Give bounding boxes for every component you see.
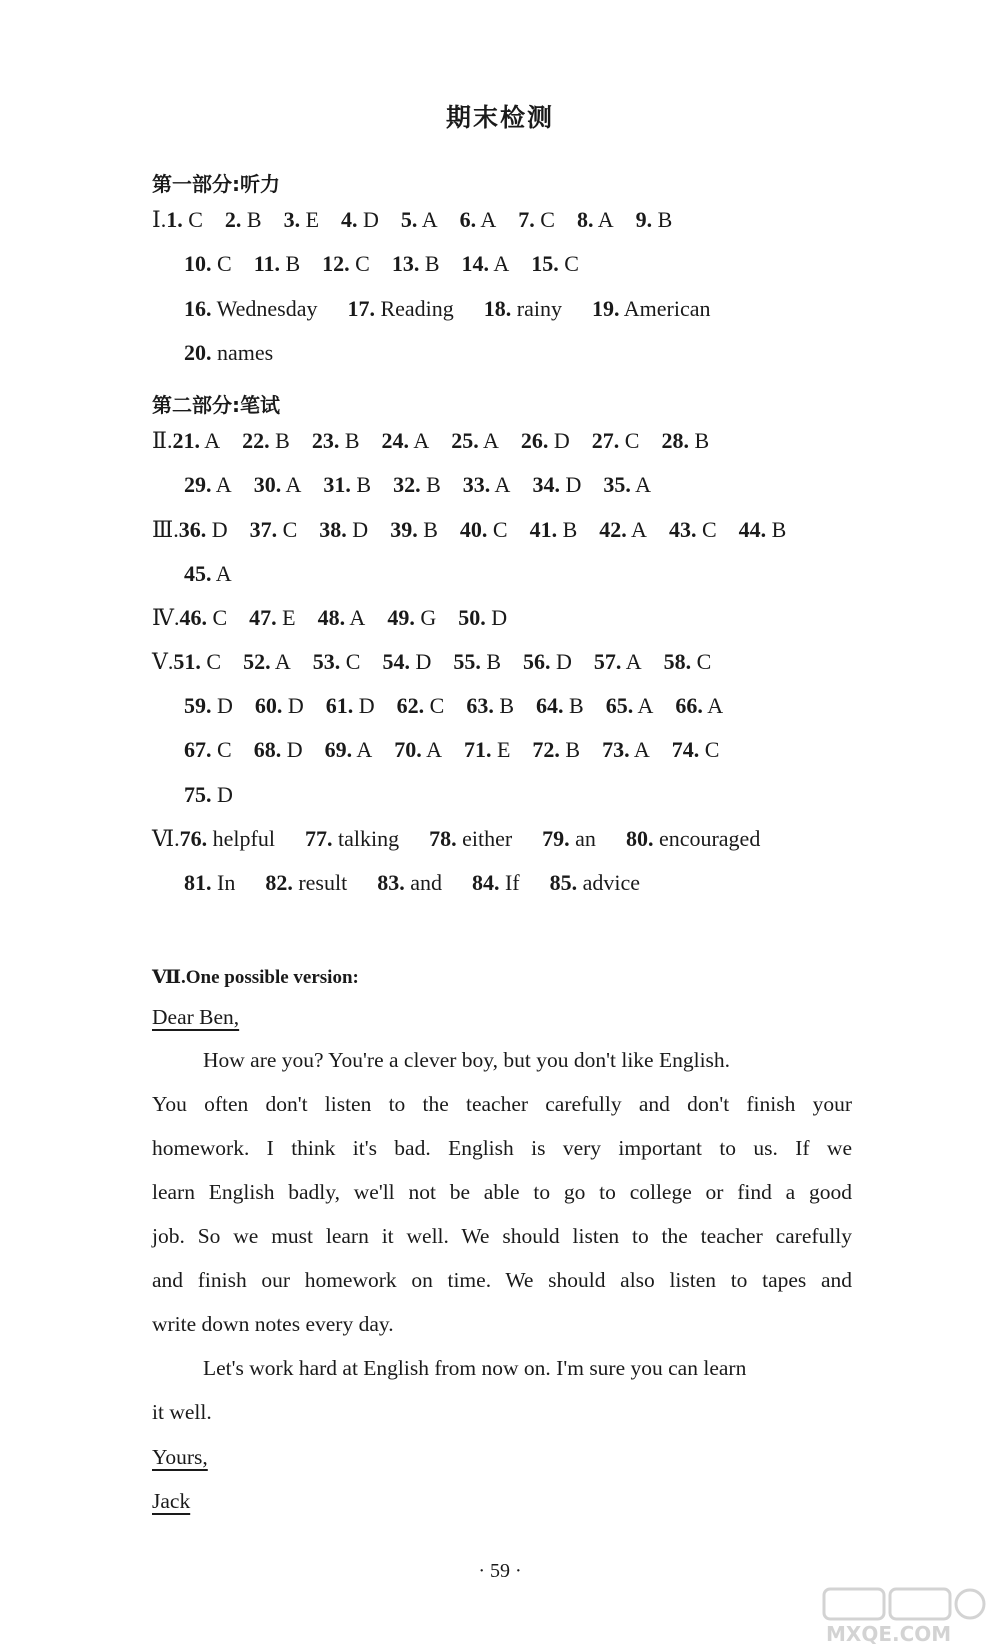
question-number: 70. [394, 737, 422, 762]
answer-item [250, 517, 298, 543]
watermark-text: MXQE.COM [826, 1622, 952, 1645]
answer-item [594, 649, 642, 675]
answer-item [521, 428, 570, 454]
question-number: 45. [184, 561, 212, 586]
answer-value: and [410, 870, 442, 895]
answer-item [603, 472, 651, 498]
answer-item [626, 826, 760, 852]
answer-item [532, 472, 581, 498]
answer-item [530, 517, 578, 543]
answer-value: D [358, 693, 375, 718]
question-number: 77. [304, 826, 333, 851]
answer-value: C [206, 649, 222, 674]
answer-item [255, 693, 304, 719]
answer-item [466, 693, 514, 719]
question-number: 18. [483, 296, 512, 321]
section-listening-heading: 第一部分:听力 [152, 172, 280, 196]
answer-value: A [480, 207, 497, 232]
letter-line-7: write down notes every day. [152, 1312, 394, 1336]
answer-value: A [215, 561, 232, 586]
question-number: 62. [396, 693, 425, 718]
answer-value: D [491, 605, 508, 630]
answer-value: American [623, 296, 711, 321]
question-number: 67. [184, 737, 212, 762]
question-number: 14. [461, 251, 490, 276]
answer-item [393, 472, 441, 498]
answer-value: D [556, 649, 572, 674]
letter-closing: Yours, [152, 1445, 208, 1469]
answer-item [523, 649, 572, 675]
answer-item [184, 251, 232, 277]
question-number: 38. [319, 517, 347, 542]
answer-value: D [352, 517, 369, 542]
answer-value: B [275, 428, 290, 453]
answer-item [532, 737, 580, 763]
answer-value: C [282, 517, 298, 542]
question-number: 63. [466, 693, 494, 718]
answer-item [460, 517, 508, 543]
answer-item [322, 251, 370, 277]
answer-value: A [274, 649, 291, 674]
question-number: 72. [532, 737, 560, 762]
question-number: 75. [184, 782, 212, 807]
answer-value: C [355, 251, 370, 276]
question-number: 55. [453, 649, 481, 674]
answer-row-3 [184, 296, 741, 322]
answer-row-5 [152, 428, 731, 454]
answer-value: If [504, 870, 520, 895]
answer-item [606, 693, 654, 719]
question-number: 30. [253, 472, 282, 497]
question-number: 69. [324, 737, 353, 762]
answer-value: helpful [212, 826, 275, 851]
group-numeral: Ⅱ. [152, 428, 173, 453]
answer-value: Wednesday [216, 296, 318, 321]
answer-value: B [562, 517, 578, 542]
answer-item [254, 251, 300, 277]
answer-item [179, 605, 227, 631]
answer-value: C [704, 737, 720, 762]
question-number: 64. [536, 693, 564, 718]
answer-item [397, 693, 445, 719]
answer-item [382, 649, 431, 675]
answer-item [312, 428, 360, 454]
question-number: 20. [184, 340, 212, 365]
answer-item [184, 737, 232, 763]
answer-item [460, 207, 497, 233]
question-number: 71. [463, 737, 492, 762]
answer-row-9 [152, 605, 529, 631]
letter-line-9: it well. [152, 1400, 212, 1424]
answer-value: an [575, 826, 596, 851]
question-number: 32. [393, 472, 421, 497]
question-number: 80. [625, 826, 654, 851]
question-number: 11. [253, 251, 280, 276]
answer-item [392, 251, 440, 277]
answer-value: A [483, 428, 499, 453]
group-numeral: Ⅴ. [152, 649, 174, 674]
answer-value: advice [582, 870, 641, 895]
answer-row-1 [152, 207, 694, 233]
page-title: 期末检测 [445, 103, 554, 132]
question-number: 85. [549, 870, 578, 895]
answer-row-2 [184, 251, 601, 277]
group-numeral: Ⅲ. [152, 517, 179, 542]
question-number: 42. [599, 517, 627, 542]
answer-item [326, 693, 375, 719]
answer-item [166, 207, 203, 233]
answer-item [172, 428, 220, 454]
answer-item [531, 251, 579, 277]
question-number: 21. [172, 428, 200, 453]
group-numeral: Ⅶ. [152, 967, 186, 988]
page-number: · 59 · [478, 1560, 522, 1582]
letter-line-6: and finish our homework on time. We should also listen to tapes and [152, 1268, 852, 1292]
answer-value: B [426, 472, 441, 497]
answer-value: A [631, 517, 647, 542]
question-number: 25. [451, 428, 479, 453]
question-number: 61. [325, 693, 354, 718]
question-number: 9. [635, 207, 653, 232]
answer-item [672, 737, 720, 763]
answer-item [429, 826, 512, 852]
answer-value: A [413, 428, 430, 453]
question-number: 8. [576, 207, 594, 232]
question-number: 40. [459, 517, 488, 542]
answer-item [184, 782, 233, 808]
answer-value: A [625, 649, 642, 674]
answer-item [243, 649, 291, 675]
answer-item [254, 737, 303, 763]
answer-value: D [565, 472, 582, 497]
answer-item [463, 472, 511, 498]
watermark-logo [820, 1585, 995, 1645]
answer-value: G [420, 605, 437, 630]
answer-value: B [771, 517, 787, 542]
answer-value: C [217, 737, 232, 762]
question-number: 17. [347, 296, 375, 321]
letter-line-2: You often don't listen to the teacher carefully and don't finish your [152, 1092, 852, 1116]
answer-value: A [204, 428, 221, 453]
answer-item [472, 870, 520, 896]
question-number: 76. [179, 826, 208, 851]
answer-item [341, 207, 379, 233]
answer-value: C [429, 693, 445, 718]
question-number: 28. [661, 428, 689, 453]
question-number: 43. [668, 517, 697, 542]
question-number: 15. [531, 251, 559, 276]
answer-value: names [217, 340, 274, 365]
question-number: 41. [529, 517, 558, 542]
answer-row-13 [184, 782, 255, 808]
question-number: 24. [381, 428, 410, 453]
answer-value: A [285, 472, 302, 497]
question-number: 13. [391, 251, 420, 276]
question-number: 3. [283, 207, 301, 232]
question-number: 26. [520, 428, 549, 453]
answer-value: A [356, 737, 373, 762]
question-number: 34. [532, 472, 560, 497]
answer-value: C [564, 251, 579, 276]
question-number: 52. [243, 649, 271, 674]
answer-value: A [707, 693, 724, 718]
answer-row-7 [152, 517, 808, 543]
answer-item [669, 517, 717, 543]
question-number: 12. [322, 251, 350, 276]
answer-value: D [211, 517, 228, 542]
answer-item [484, 296, 562, 322]
answer-item [265, 870, 347, 896]
question-number: 65. [605, 693, 634, 718]
answer-item [319, 517, 368, 543]
answer-item [394, 737, 442, 763]
letter-signature: Jack [152, 1489, 191, 1513]
letter-line-3: homework. I think it's bad. English is very important to us. If we [152, 1136, 852, 1160]
question-number: 57. [593, 649, 622, 674]
question-number: 23. [311, 428, 340, 453]
question-number: 47. [249, 605, 277, 630]
group-numeral: Ⅳ. [152, 605, 180, 630]
question-number: 10. [184, 251, 212, 276]
answer-item [377, 870, 442, 896]
question-number: 39. [390, 517, 418, 542]
group-numeral: Ⅰ. [152, 207, 167, 232]
question-number: 56. [523, 649, 551, 674]
answer-value: C [701, 517, 717, 542]
answer-value: E [282, 605, 296, 630]
answer-row-4 [184, 340, 303, 366]
answer-row-10 [152, 649, 733, 675]
question-number: 27. [591, 428, 620, 453]
answer-value: B [569, 693, 584, 718]
answer-value: B [694, 428, 710, 453]
answer-value: A [349, 605, 366, 630]
answer-value: E [305, 207, 320, 232]
answer-item [325, 737, 373, 763]
answer-value: C [217, 251, 232, 276]
answer-item [518, 207, 555, 233]
answer-item [347, 296, 453, 322]
question-number: 6. [459, 207, 477, 232]
answer-value: talking [337, 826, 400, 851]
answer-value: B [499, 693, 515, 718]
question-number: 68. [253, 737, 282, 762]
answer-row-14 [152, 826, 790, 852]
answer-item [458, 605, 507, 631]
answer-item [462, 251, 510, 277]
answer-value: C [188, 207, 203, 232]
answer-item [599, 517, 647, 543]
answer-item [184, 472, 232, 498]
answer-value: D [287, 693, 304, 718]
question-number: 66. [675, 693, 703, 718]
answer-value: A [635, 472, 652, 497]
question-number: 48. [317, 605, 346, 630]
question-number: 53. [312, 649, 341, 674]
answer-value: A [597, 207, 614, 232]
answer-value: B [657, 207, 673, 232]
answer-value: B [565, 737, 581, 762]
answer-value: B [424, 251, 440, 276]
answer-value: A [421, 207, 438, 232]
question-number: 2. [224, 207, 242, 232]
answer-value: B [285, 251, 301, 276]
question-number: 58. [663, 649, 692, 674]
answer-item [675, 693, 723, 719]
question-number: 84. [471, 870, 500, 895]
answer-item [592, 428, 640, 454]
answer-item [664, 649, 712, 675]
question-number: 36. [178, 517, 207, 542]
answer-item [382, 428, 430, 454]
answer-item [453, 649, 501, 675]
question-number: 79. [542, 826, 570, 851]
question-number: 4. [341, 207, 358, 232]
answer-value: Reading [380, 296, 454, 321]
letter-line-4: learn English badly, we'll not be able to go to college or find a good [152, 1180, 852, 1204]
answer-value: A [633, 737, 650, 762]
answer-value: D [217, 693, 233, 718]
answer-item [602, 737, 650, 763]
question-number: 50. [458, 605, 486, 630]
question-number: 31. [323, 472, 351, 497]
answer-value: D [363, 207, 379, 232]
answer-item [661, 428, 709, 454]
answer-item [592, 296, 711, 322]
answer-value: E [496, 737, 511, 762]
question-number: 78. [429, 826, 457, 851]
question-number: 29. [184, 472, 212, 497]
answer-item [451, 428, 499, 454]
answer-item [550, 870, 640, 896]
question-number: 33. [462, 472, 491, 497]
answer-item [390, 517, 438, 543]
answer-value: encouraged [658, 826, 761, 851]
answer-item [173, 649, 221, 675]
answer-value: C [345, 649, 361, 674]
answer-item [739, 517, 787, 543]
answer-value: A [494, 472, 511, 497]
question-number: 5. [400, 207, 418, 232]
answer-item [464, 737, 510, 763]
writing-heading [152, 966, 359, 989]
answer-item [242, 428, 290, 454]
question-number: 73. [602, 737, 630, 762]
question-number: 1. [166, 207, 183, 232]
answer-value: B [356, 472, 372, 497]
answer-item [180, 826, 275, 852]
question-number: 22. [242, 428, 270, 453]
question-number: 82. [265, 870, 293, 895]
answer-item [184, 870, 235, 896]
question-number: 46. [179, 605, 207, 630]
question-number: 81. [184, 870, 212, 895]
answer-value: A [215, 472, 232, 497]
answer-item [249, 605, 295, 631]
answer-value: A [426, 737, 442, 762]
answer-item [184, 693, 233, 719]
question-number: 16. [184, 296, 212, 321]
question-number: 51. [173, 649, 201, 674]
answer-item [318, 605, 366, 631]
answer-value: D [415, 649, 432, 674]
question-number: 74. [671, 737, 700, 762]
question-number: 59. [184, 693, 212, 718]
answer-item [542, 826, 596, 852]
answer-value: D [286, 737, 303, 762]
answer-item [184, 561, 232, 587]
answer-item [536, 693, 584, 719]
answer-value: B [246, 207, 262, 232]
answer-item [225, 207, 262, 233]
answer-item [184, 296, 317, 322]
answer-value: B [344, 428, 360, 453]
answer-row-12 [184, 737, 741, 763]
answer-value: A [637, 693, 654, 718]
answer-value: rainy [516, 296, 562, 321]
answer-item [577, 207, 614, 233]
section-written-heading: 第二部分:笔试 [152, 393, 280, 417]
answer-row-6 [184, 472, 673, 498]
answer-row-11 [184, 693, 745, 719]
answer-item [313, 649, 361, 675]
answer-row-15 [184, 870, 670, 896]
answer-item [323, 472, 371, 498]
answer-item [179, 517, 228, 543]
question-number: 35. [603, 472, 631, 497]
answer-item [636, 207, 673, 233]
answer-item [401, 207, 438, 233]
answer-item [305, 826, 399, 852]
answer-value: B [486, 649, 502, 674]
answer-item [254, 472, 302, 498]
question-number: 60. [254, 693, 283, 718]
answer-value: C [696, 649, 712, 674]
answer-value: C [624, 428, 640, 453]
answer-value: B [423, 517, 438, 542]
answer-value: In [217, 870, 236, 895]
letter-line-8: Let's work hard at English from now on. I'm sure you can learn [203, 1356, 747, 1380]
question-number: 54. [382, 649, 410, 674]
letter-greeting: Dear Ben, [152, 1005, 240, 1029]
answer-value: D [217, 782, 233, 807]
answer-value: either [462, 826, 513, 851]
letter-line-5: job. So we must learn it well. We should listen to the teacher carefully [152, 1224, 852, 1248]
question-number: 7. [518, 207, 535, 232]
answer-value: D [553, 428, 570, 453]
answer-row-8 [184, 561, 254, 587]
answer-value: C [492, 517, 508, 542]
writing-heading-label: One possible version: [185, 967, 359, 988]
group-numeral: Ⅵ. [152, 826, 180, 851]
answer-value: A [493, 251, 510, 276]
answer-item [184, 340, 273, 366]
question-number: 83. [377, 870, 405, 895]
answer-value: C [540, 207, 555, 232]
answer-item [387, 605, 436, 631]
question-number: 19. [592, 296, 620, 321]
answer-value: result [298, 870, 348, 895]
question-number: 37. [249, 517, 278, 542]
question-number: 44. [738, 517, 767, 542]
answer-value: C [212, 605, 228, 630]
letter-line-1: How are you? You're a clever boy, but you don't like English. [203, 1048, 731, 1072]
question-number: 49. [387, 605, 415, 630]
answer-item [284, 207, 319, 233]
